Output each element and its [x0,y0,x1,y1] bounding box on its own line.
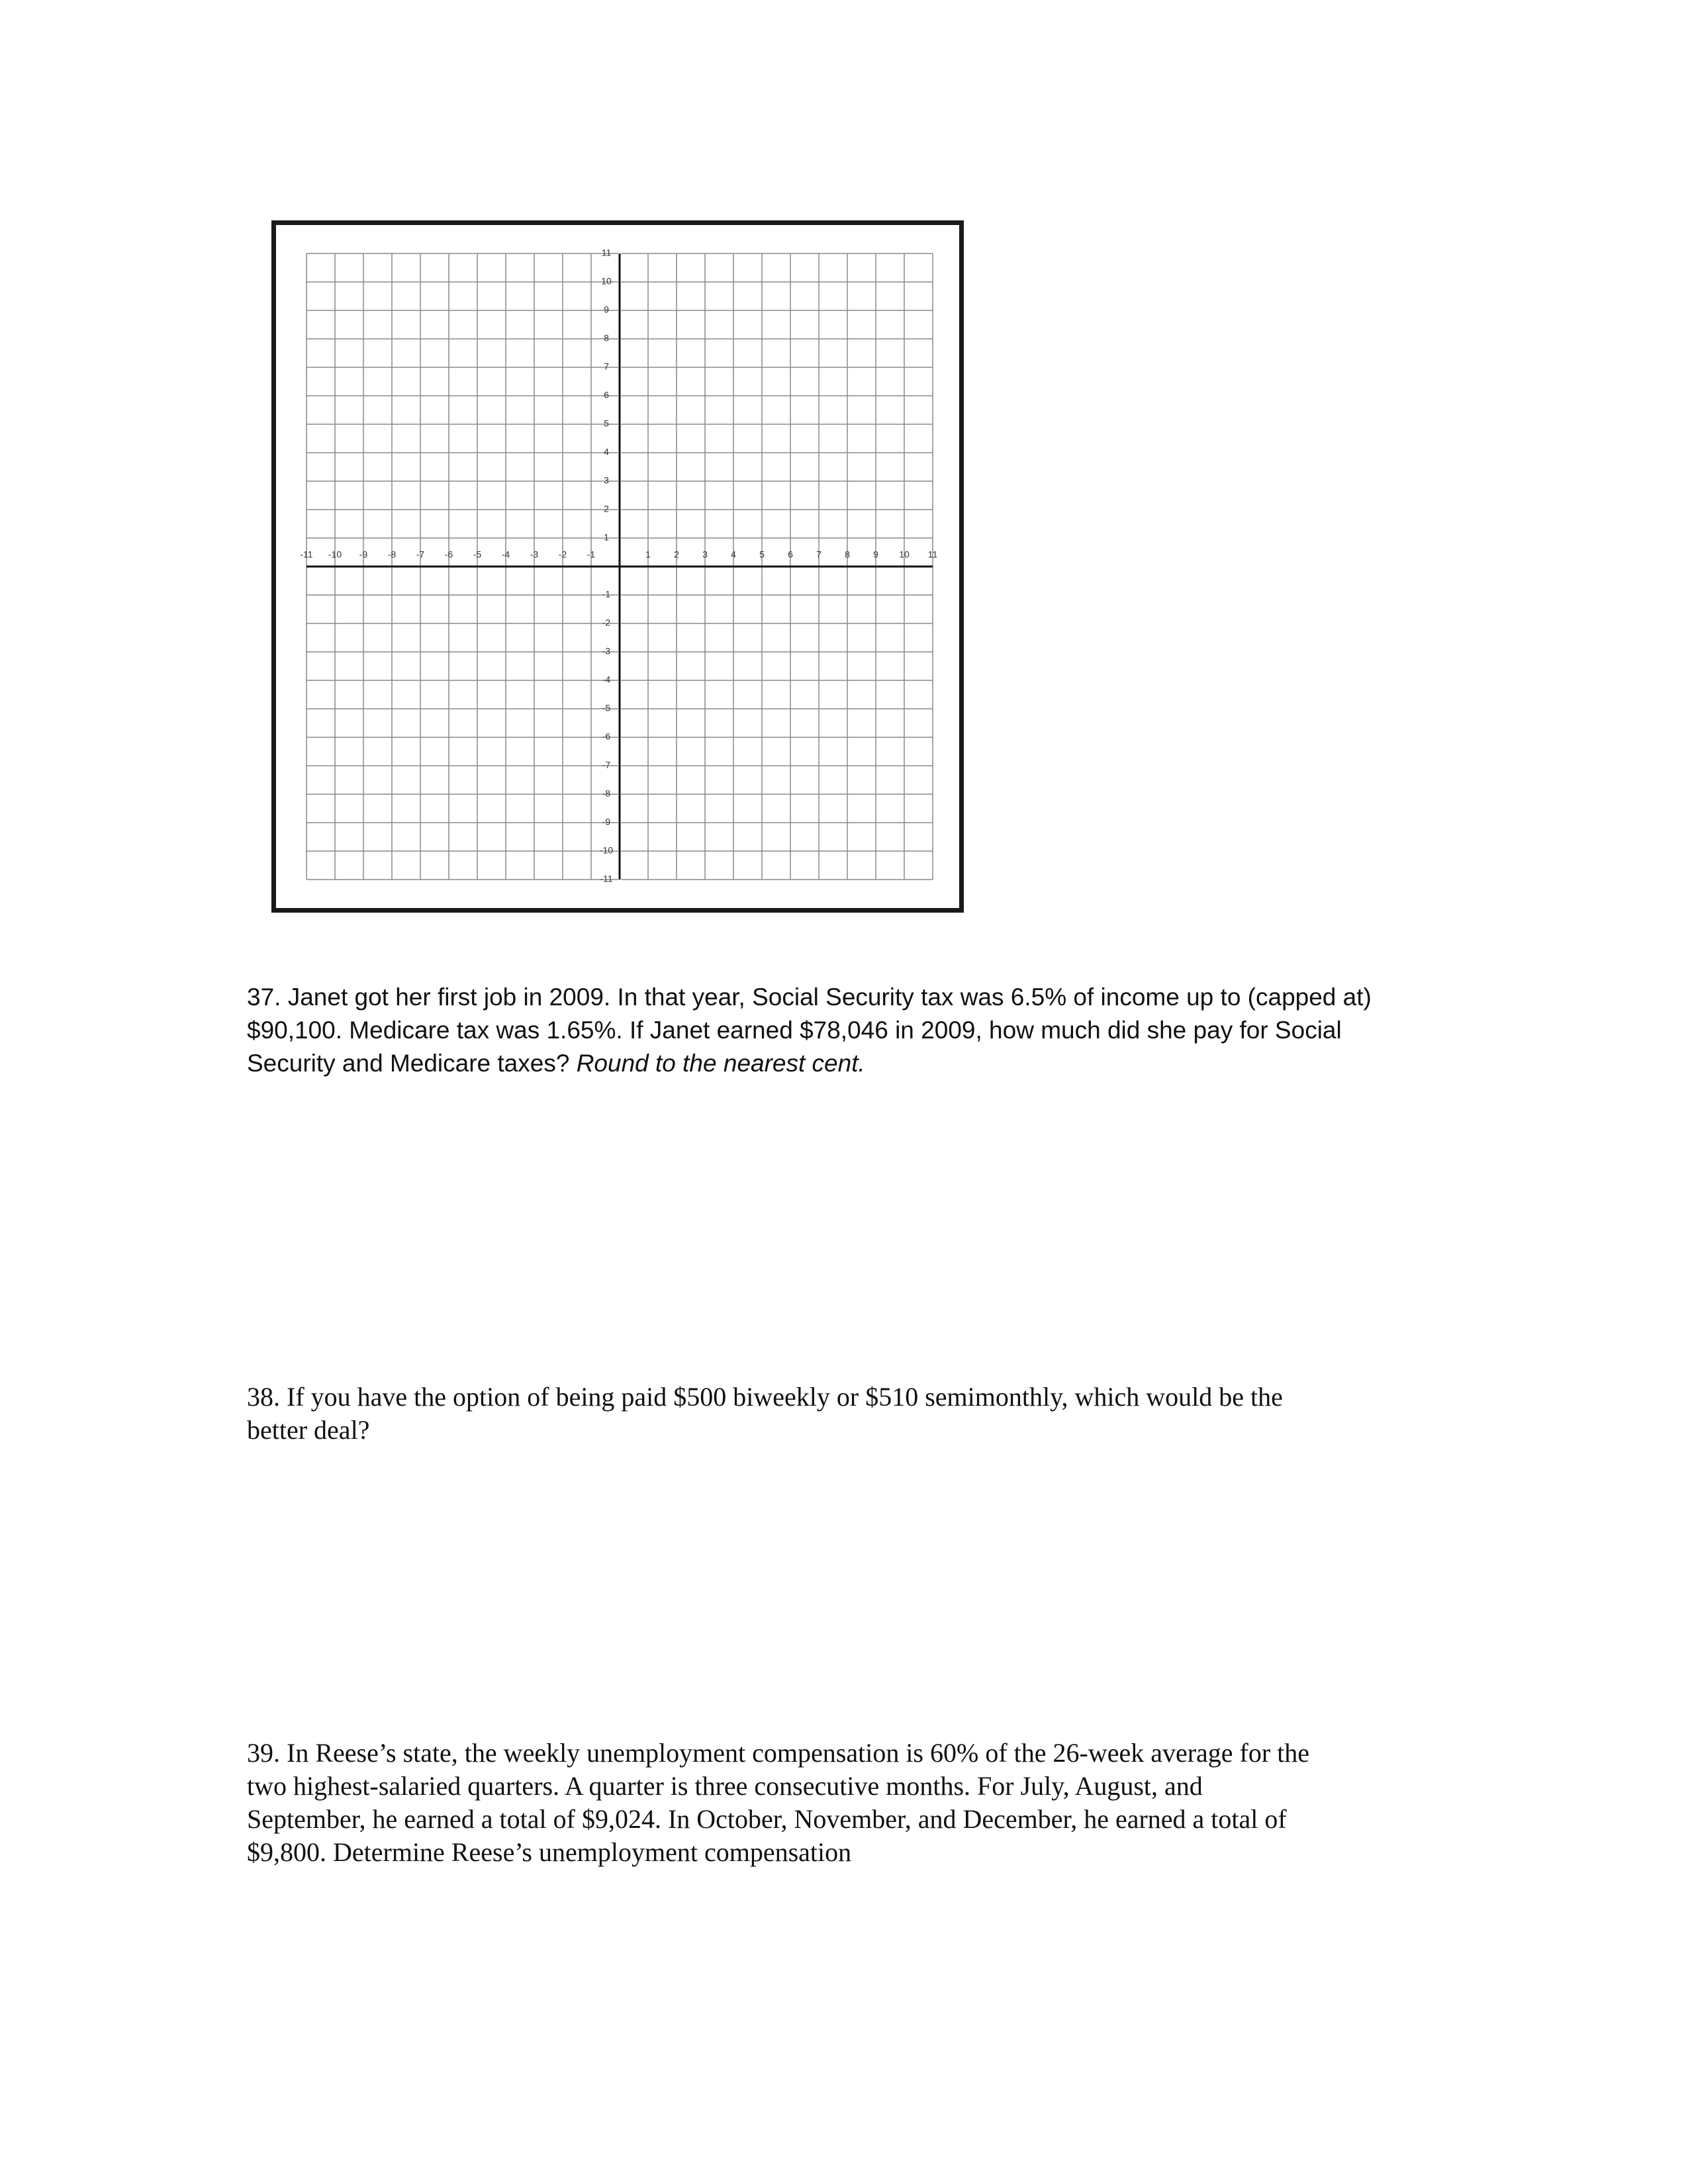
y-tick-label: 8 [604,332,609,343]
y-tick-label: 2 [604,503,609,514]
x-tick-label: 11 [927,549,938,560]
x-tick-label: 9 [873,549,878,560]
y-tick-label: 9 [604,304,609,315]
x-tick-label: -6 [444,549,453,560]
x-tick-label: -1 [586,549,596,560]
x-tick-label: 7 [816,549,821,560]
y-tick-label: 4 [604,446,609,457]
y-tick-label: -4 [602,674,611,685]
y-tick-label: 11 [601,247,612,258]
x-tick-label: -9 [359,549,368,560]
x-tick-label: -2 [558,549,567,560]
x-tick-label: 1 [645,549,651,560]
y-tick-label: -8 [602,788,611,799]
y-tick-label: -9 [602,816,611,827]
x-tick-label: 4 [731,549,736,560]
y-tick-label: 3 [604,475,609,486]
y-tick-label: -2 [602,617,611,628]
question-39-line-2: two highest-salaried quarters. A quarter is three consecutive months. For July, August, and [247,1771,1203,1801]
question-37-line-3-text: Security and Medicare taxes? [247,1050,577,1077]
question-39 [247,1737,1438,1869]
question-39-line-1: 39. In Reese’s state, the weekly unemployment compensation is 60% of the 26-week average for the [247,1738,1310,1768]
x-tick-label: -4 [501,549,510,560]
y-tick-label: 1 [604,531,609,543]
question-38-line-1: 38. If you have the option of being paid $500 biweekly or $510 semimonthly, which would be the [247,1382,1283,1412]
y-tick-label: -10 [599,844,614,856]
question-37 [247,981,1438,1080]
question-39-line-3: September, he earned a total of $9,024. In October, November, and December, he earned a total of [247,1804,1287,1834]
x-tick-label: -3 [530,549,539,560]
y-tick-label: 10 [601,275,612,287]
y-tick-label: 7 [604,361,609,372]
x-tick-label: -7 [416,549,425,560]
question-37-line-2: $90,100. Medicare tax was 1.65%. If Janet earned $78,046 in 2009, how much did she pay for Social [247,1017,1342,1044]
x-tick-label: -5 [473,549,482,560]
x-tick-label: 6 [788,549,793,560]
x-tick-label: 10 [899,549,910,560]
question-37-line-3 [247,1047,1438,1080]
x-tick-label: 3 [702,549,708,560]
y-tick-label: -5 [602,702,611,713]
x-tick-label: 2 [674,549,679,560]
question-38-line-2: better deal? [247,1415,370,1445]
y-tick-label: -11 [600,873,613,884]
question-38 [247,1381,1438,1447]
question-37-line-1: 37. Janet got her first job in 2009. In that year, Social Security tax was 6.5% of income up to (capped at) [247,983,1372,1011]
y-tick-label: -1 [602,588,611,600]
coordinate-grid [271,220,964,913]
x-tick-label: -8 [387,549,397,560]
x-tick-label: 5 [759,549,765,560]
question-37-rounding-note: Round to the nearest cent. [576,1050,865,1077]
y-tick-label: -3 [602,645,611,657]
x-tick-label: -11 [300,549,313,560]
x-tick-label: -10 [328,549,342,560]
x-tick-label: 8 [845,549,850,560]
y-tick-label: -7 [602,759,611,770]
y-tick-label: -6 [602,731,611,742]
y-tick-label: 5 [604,418,609,429]
question-39-line-4: $9,800. Determine Reese’s unemployment compensation [247,1837,852,1867]
y-tick-label: 6 [604,389,609,400]
